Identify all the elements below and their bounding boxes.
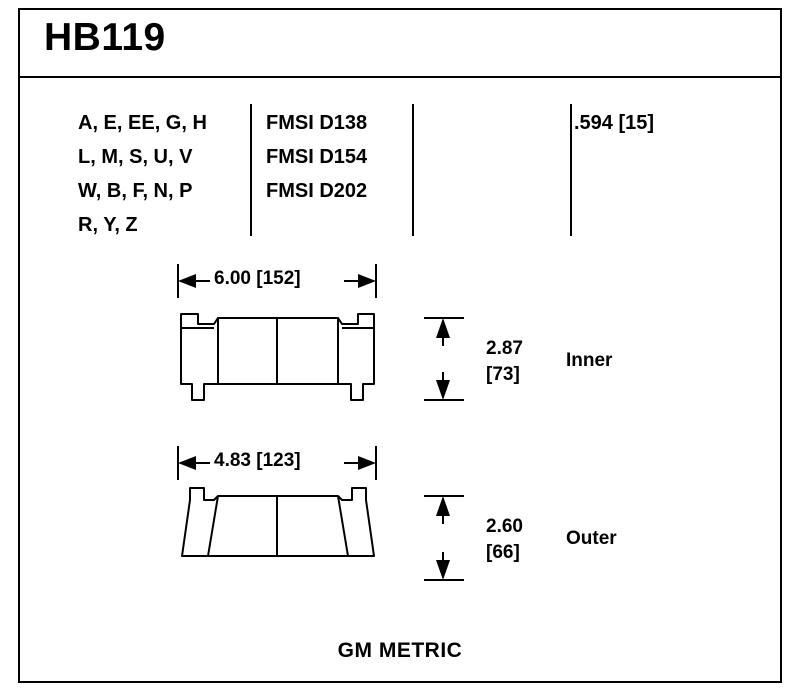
compound-code-row: L, M, S, U, V xyxy=(78,146,193,168)
page-title: HB119 xyxy=(44,16,166,59)
compound-code-column xyxy=(78,106,243,242)
inner-pad-label: Inner xyxy=(566,350,613,371)
application-label: GM METRIC xyxy=(337,639,463,662)
pad-diagram-svg xyxy=(18,256,782,676)
inner-width-label: 6.00 [152] xyxy=(214,268,301,289)
outer-height-label-mm: [66] xyxy=(486,542,520,563)
inner-height-label-in: 2.87 xyxy=(486,338,523,359)
fmsi-number-column xyxy=(266,106,406,208)
pad-drawing-area xyxy=(18,256,782,676)
compound-code-row: R, Y, Z xyxy=(78,214,138,236)
inner-brake-pad-shape xyxy=(181,314,374,400)
outer-height-dimension xyxy=(424,496,464,580)
border-top xyxy=(18,8,782,10)
inner-height-label-mm: [73] xyxy=(486,364,520,385)
outer-height-label-in: 2.60 xyxy=(486,516,523,537)
outer-pad-label: Outer xyxy=(566,528,617,549)
compound-code-row: W, B, F, N, P xyxy=(78,180,193,202)
spec-table xyxy=(18,78,782,256)
fmsi-number-row: FMSI D202 xyxy=(266,180,368,202)
fmsi-number-row: FMSI D138 xyxy=(266,112,368,134)
table-column-divider-1 xyxy=(250,104,252,236)
table-column-divider-2 xyxy=(412,104,414,236)
fmsi-number-row: FMSI D154 xyxy=(266,146,368,168)
outer-brake-pad-shape xyxy=(182,488,374,556)
compound-code-row: A, E, EE, G, H xyxy=(78,112,207,134)
inner-height-dimension xyxy=(424,318,464,400)
thickness-value: .594 [15] xyxy=(574,112,655,134)
border-bottom xyxy=(18,681,782,683)
table-column-divider-3 xyxy=(570,104,572,236)
thickness-column xyxy=(574,106,774,140)
outer-width-label: 4.83 [123] xyxy=(214,450,301,471)
